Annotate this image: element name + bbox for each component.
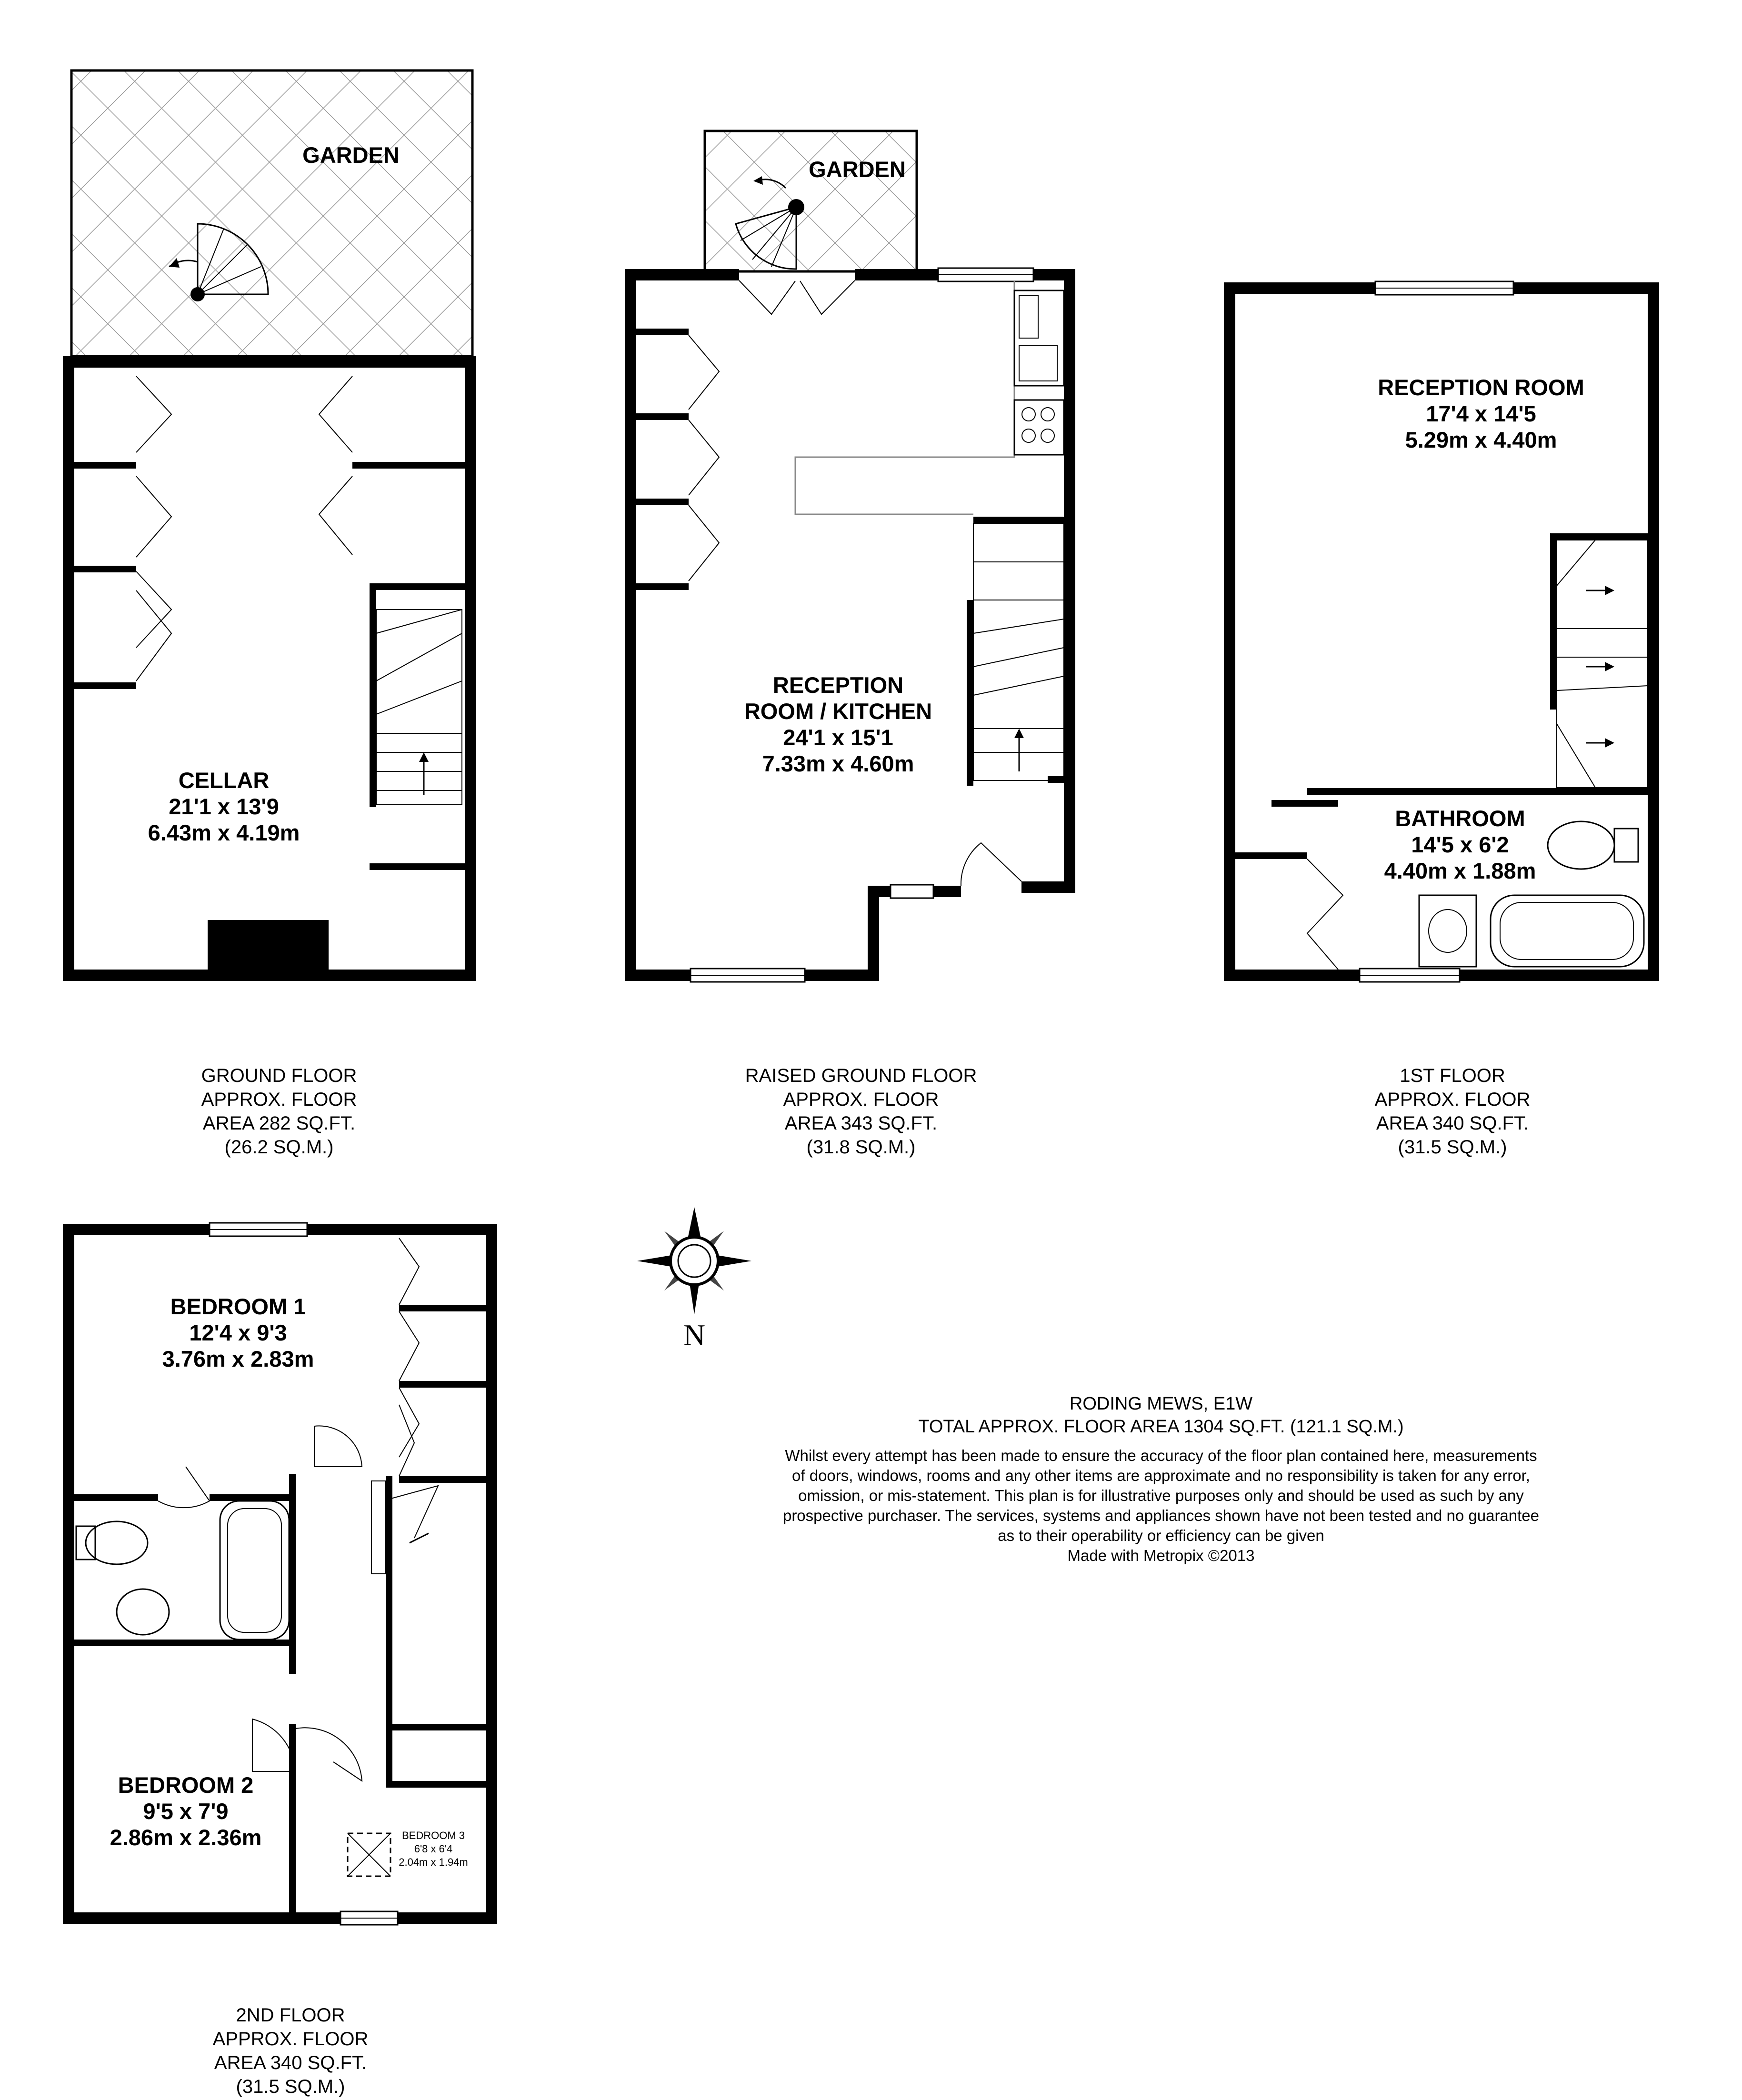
raised-ground-floor-plan [625, 131, 1075, 982]
bathroom-size-imperial: 14'5 x 6'2 [1411, 832, 1509, 857]
bedroom2-size-metric: 2.86m x 2.36m [110, 1825, 262, 1850]
first-caption-1: 1ST FLOOR [1400, 1065, 1505, 1086]
second-floor-stairs [371, 1481, 438, 1574]
bath-icon [1491, 895, 1644, 967]
loft-hatch-icon [348, 1833, 390, 1876]
bath-icon-second [220, 1501, 289, 1640]
ground-caption-1: GROUND FLOOR [201, 1065, 357, 1086]
cellar-cupboard-doors [136, 376, 352, 681]
hob-icon [1014, 400, 1064, 455]
bedroom1-size-imperial: 12'4 x 9'3 [189, 1320, 287, 1345]
raised-caption-3: AREA 343 SQ.FT. [784, 1113, 938, 1134]
bedroom2-name: BEDROOM 2 [118, 1772, 254, 1798]
entry-door [961, 843, 1021, 886]
compass-north-label: N [683, 1318, 706, 1352]
bathroom-size-metric: 4.40m x 1.88m [1384, 858, 1536, 883]
reception-kitchen-name-1: RECEPTION [772, 672, 904, 698]
property-info [783, 1394, 1539, 1564]
first-caption-2: APPROX. FLOOR [1374, 1089, 1531, 1110]
disclaimer-line-5: as to their operability or efficiency can be given [998, 1527, 1324, 1544]
raised-cupboard-doors [689, 335, 719, 581]
raised-caption-1: RAISED GROUND FLOOR [745, 1065, 977, 1086]
bedroom2-size-imperial: 9'5 x 7'9 [143, 1799, 229, 1824]
bedroom3-size-imperial: 6'8 x 6'4 [414, 1843, 453, 1855]
total-area: TOTAL APPROX. FLOOR AREA 1304 SQ.FT. (121.1 SQ.M.) [918, 1417, 1404, 1437]
cellar-size-imperial: 21'1 x 13'9 [169, 794, 279, 819]
first-caption-3: AREA 340 SQ.FT. [1376, 1113, 1529, 1134]
garden-doors [739, 280, 855, 314]
compass-icon [637, 1207, 751, 1352]
ground-caption-4: (26.2 SQ.M.) [224, 1137, 334, 1158]
second-floor-plan [63, 1223, 497, 1925]
disclaimer-line-3: omission, or mis-statement. This plan is for illustrative purposes only and should be used as such by any [798, 1487, 1524, 1504]
raised-windows [691, 268, 1033, 982]
disclaimer-line-2: of doors, windows, rooms and any other items are approximate and no responsibility is taken for any error, [792, 1467, 1530, 1484]
credit: Made with Metropix ©2013 [1067, 1547, 1255, 1564]
second-caption-4: (31.5 SQ.M.) [236, 2076, 345, 2097]
kitchen-units [795, 280, 1064, 514]
first-caption-4: (31.5 SQ.M.) [1398, 1137, 1507, 1158]
cellar-name: CELLAR [178, 768, 270, 793]
bedroom1-name: BEDROOM 1 [170, 1294, 306, 1319]
first-floor-plan [1224, 281, 1659, 982]
second-caption-1: 2ND FLOOR [236, 2005, 345, 2026]
basin-icon [1419, 895, 1476, 967]
garden-raised-area [705, 131, 917, 271]
toilet-icon [1548, 821, 1614, 869]
bedroom3-size-metric: 2.04m x 1.94m [399, 1856, 468, 1868]
cellar-stairs [376, 610, 462, 805]
reception-kitchen-size-imperial: 24'1 x 15'1 [783, 725, 893, 750]
reception-room-name: RECEPTION ROOM [1378, 375, 1584, 400]
reception-kitchen-name-2: ROOM / KITCHEN [744, 699, 932, 724]
basin-icon-second [117, 1589, 169, 1635]
second-floor-doors [158, 1238, 419, 1781]
cellar-size-metric: 6.43m x 4.19m [148, 820, 300, 845]
reception-kitchen-size-metric: 7.33m x 4.60m [762, 751, 914, 776]
garden-ground-area [71, 70, 472, 356]
first-floor-cupboard-door [1307, 859, 1343, 970]
second-caption-3: AREA 340 SQ.FT. [214, 2052, 367, 2073]
garden-ground-label: GARDEN [302, 142, 400, 168]
bathroom-name: BATHROOM [1395, 806, 1525, 831]
floor-captions [201, 1065, 1531, 2097]
raised-caption-4: (31.8 SQ.M.) [806, 1137, 916, 1158]
address: RODING MEWS, E1W [1069, 1394, 1253, 1414]
disclaimer-line-4: prospective purchaser. The services, systems and appliances shown have not been tested and no guarantee [782, 1507, 1540, 1524]
second-floor-bathroom-fixtures [76, 1501, 289, 1640]
ground-floor-plan [63, 70, 476, 981]
second-caption-2: APPROX. FLOOR [212, 2029, 369, 2050]
cellar-walls [63, 356, 476, 981]
bedroom1-size-metric: 3.76m x 2.83m [162, 1346, 314, 1371]
disclaimer-line-1: Whilst every attempt has been made to ensure the accuracy of the floor plan contained here, measurements [785, 1447, 1537, 1464]
ground-caption-3: AREA 282 SQ.FT. [202, 1113, 356, 1134]
ground-caption-2: APPROX. FLOOR [201, 1089, 357, 1110]
garden-raised-label: GARDEN [809, 157, 906, 182]
reception-room-size-metric: 5.29m x 4.40m [1405, 427, 1557, 452]
raised-stairs [973, 523, 1064, 780]
bedroom3-name: BEDROOM 3 [401, 1830, 465, 1841]
reception-room-size-imperial: 17'4 x 14'5 [1426, 401, 1536, 426]
raised-caption-2: APPROX. FLOOR [783, 1089, 939, 1110]
first-floor-stairs [1557, 540, 1648, 788]
